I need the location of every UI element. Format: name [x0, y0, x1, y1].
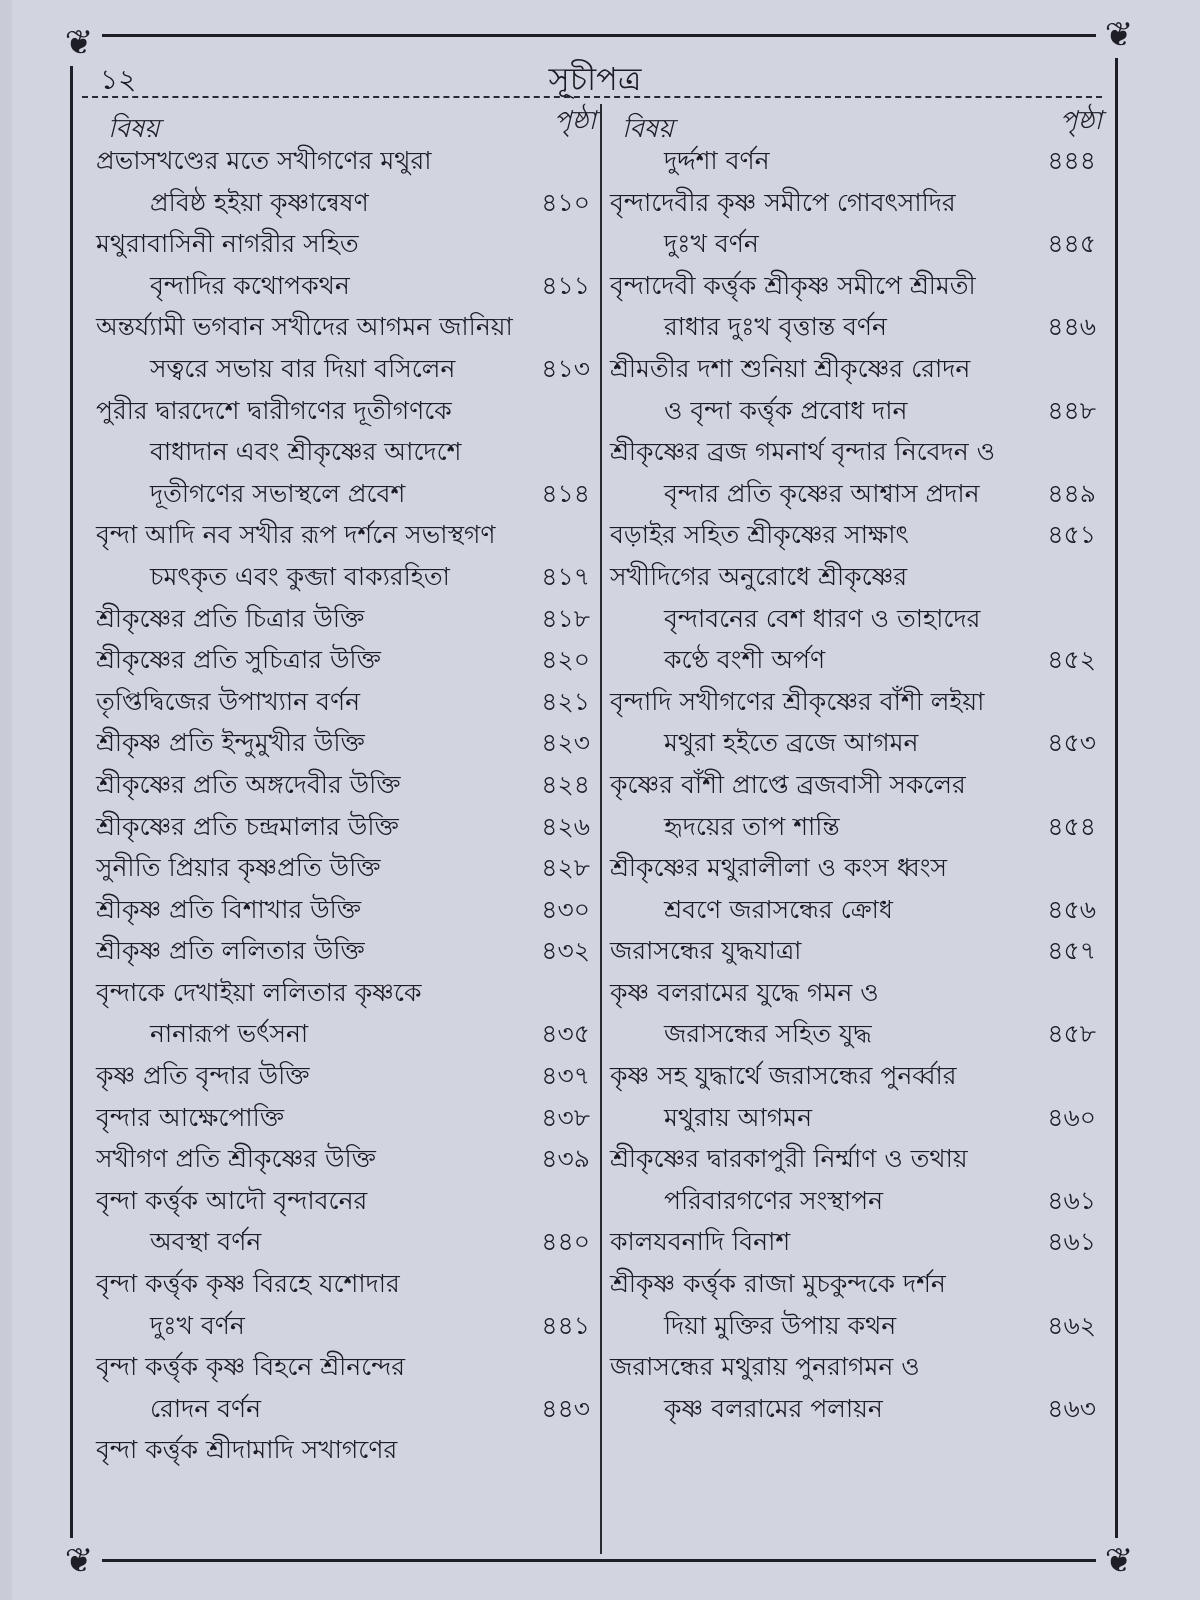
toc-entry [96, 223, 596, 265]
toc-entry-text: বৃন্দার প্রতি কৃষ্ণের আশ্বাস প্রদান [664, 478, 980, 508]
toc-entry-page: ৪১৮ [541, 603, 590, 633]
toc-entry-text: অবস্থা বর্ণন [150, 1227, 262, 1257]
toc-entry-text: বৃন্দাদির কথোপকথন [150, 270, 350, 300]
toc-entry-text: শ্রীকৃষ্ণের প্রতি সুচিত্রার উক্তি [96, 645, 381, 675]
toc-entry [610, 1180, 1102, 1222]
toc-entry [96, 598, 596, 640]
toc-entry [96, 1429, 596, 1471]
toc-entry [96, 265, 596, 307]
toc-entry-text: রোদন বর্ণন [150, 1393, 262, 1423]
toc-entry-page: ৪৩৭ [541, 1061, 590, 1091]
toc-entry [96, 1346, 596, 1388]
toc-entry-text: পুরীর দ্বারদেশে দ্বারীগণের দূতীগণকে [96, 395, 452, 425]
toc-entry-page: ৪৩০ [541, 894, 590, 924]
toc-entry [96, 473, 596, 515]
toc-entry [96, 140, 596, 182]
toc-entry [96, 681, 596, 723]
page-title: সূচীপত্র [548, 60, 642, 98]
toc-entry-page: ৪১৭ [541, 561, 590, 591]
toc-entry-text: শ্রীকৃষ্ণের মথুরালীলা ও কংস ধ্বংস [610, 853, 947, 883]
toc-entry [610, 556, 1102, 598]
toc-entry-text: শ্রীমতীর দশা শুনিয়া শ্রীকৃষ্ণের রোদন [610, 353, 971, 383]
toc-entry-text: বৃন্দা কর্ত্তৃক আদৌ বৃন্দাবনের [96, 1185, 368, 1215]
toc-entry-text: নানারূপ ভর্ৎসনা [150, 1019, 309, 1049]
toc-entry-page: ৪৪৫ [1047, 229, 1096, 259]
toc-entry-text: সখীদিগের অনুরোধে শ্রীকৃষ্ণের [610, 561, 908, 591]
toc-list-left [96, 140, 596, 1471]
toc-entry-page: ৪৪৮ [1047, 395, 1096, 425]
toc-column-left [96, 100, 596, 1550]
toc-entry [610, 972, 1102, 1014]
toc-entry [610, 1097, 1102, 1139]
toc-entry [610, 889, 1102, 931]
toc-entry-text: জরাসন্ধের যুদ্ধযাত্রা [610, 936, 802, 966]
toc-entry [610, 473, 1102, 515]
toc-entry-page: ৪১৪ [541, 478, 590, 508]
toc-entry-text: শ্রীকৃষ্ণের প্রতি চিত্রার উক্তি [96, 603, 365, 633]
toc-list-right [610, 140, 1102, 1429]
toc-entry [610, 348, 1102, 390]
toc-entry-page: ৪৫২ [1047, 645, 1096, 675]
toc-entry-page: ৪৪০ [541, 1227, 590, 1257]
toc-entry-text: দিয়া মুক্তির উপায় কথন [664, 1310, 897, 1340]
toc-entry [610, 722, 1102, 764]
toc-entry [610, 265, 1102, 307]
corner-ornament-icon: ❦ [1096, 1538, 1142, 1584]
toc-entry-text: কৃষ্ণ প্রতি বৃন্দার উক্তি [96, 1061, 310, 1091]
toc-entry-page: ৪২৮ [541, 853, 590, 883]
toc-entry-text: কৃষ্ণ বলরামের পলায়ন [664, 1393, 883, 1423]
toc-entry [610, 140, 1102, 182]
toc-entry-page: ৪৬১ [1047, 1185, 1096, 1215]
corner-ornament-icon: ❦ [56, 20, 102, 66]
toc-entry-text: চমৎকৃত এবং কুব্জা বাক্যরহিতা [150, 561, 450, 591]
toc-entry [610, 930, 1102, 972]
toc-entry [96, 1097, 596, 1139]
toc-entry-page: ৪৬১ [1047, 1227, 1096, 1257]
toc-entry [96, 1013, 596, 1055]
corner-ornament-icon: ❦ [1096, 12, 1142, 58]
toc-entry [96, 348, 596, 390]
corner-ornament-icon: ❦ [56, 1538, 102, 1584]
toc-entry-page: ৪৩৯ [541, 1144, 590, 1174]
toc-entry-text: বৃন্দা কর্ত্তৃক কৃষ্ণ বিরহে যশোদার [96, 1269, 400, 1299]
toc-entry-text: সত্বরে সভায় বার দিয়া বসিলেন [150, 353, 456, 383]
toc-entry [96, 431, 596, 473]
toc-entry [96, 1305, 596, 1347]
column-divider [600, 104, 602, 1554]
toc-entry-text: বৃন্দাদেবী কর্ত্তৃক শ্রীকৃষ্ণ সমীপে শ্রীমতী [610, 270, 976, 300]
toc-entry-text: বৃন্দার আক্ষেপোক্তি [96, 1102, 285, 1132]
toc-entry [96, 1055, 596, 1097]
toc-entry [610, 223, 1102, 265]
toc-entry [610, 306, 1102, 348]
toc-entry-page: ৪৫৪ [1047, 811, 1096, 841]
toc-entry-text: শ্রীকৃষ্ণের প্রতি অঙ্গদেবীর উক্তি [96, 769, 401, 799]
toc-entry-text: বৃন্দা কর্ত্তৃক কৃষ্ণ বিহনে শ্রীনন্দের [96, 1352, 406, 1382]
toc-entry-page: ৪৪৯ [1047, 478, 1096, 508]
toc-entry-text: হৃদয়ের তাপ শান্তি [664, 811, 840, 841]
toc-entry-text: সুনীতি প্রিয়ার কৃষ্ণপ্রতি উক্তি [96, 853, 381, 883]
toc-entry [96, 514, 596, 556]
toc-entry-text: প্রভাসখণ্ডের মতে সখীগণের মথুরা [96, 146, 432, 175]
page-heading: পৃষ্ঠা [1059, 106, 1102, 136]
toc-entry-page: ৪৩৮ [541, 1102, 590, 1132]
toc-entry [96, 1263, 596, 1305]
subject-heading: বিষয় [622, 114, 674, 144]
toc-entry [96, 306, 596, 348]
toc-entry-page: ৪৫৭ [1047, 936, 1096, 966]
toc-entry-text: দুঃখ বর্ণন [150, 1310, 245, 1340]
toc-entry-text: সখীগণ প্রতি শ্রীকৃষ্ণের উক্তি [96, 1144, 376, 1174]
toc-entry-text: কালযবনাদি বিনাশ [610, 1227, 791, 1257]
toc-entry [610, 1138, 1102, 1180]
column-header [96, 100, 596, 144]
toc-entry [610, 847, 1102, 889]
toc-entry-text: ও বৃন্দা কর্ত্তৃক প্রবোধ দান [664, 395, 908, 425]
toc-entry [610, 681, 1102, 723]
toc-entry-text: শ্রীকৃষ্ণের প্রতি চন্দ্রমালার উক্তি [96, 811, 399, 841]
book-page [12, 0, 1200, 1600]
toc-entry-text: শ্রীকৃষ্ণ প্রতি ললিতার উক্তি [96, 936, 365, 966]
toc-column-right [610, 100, 1102, 1550]
toc-entry-page: ৪৪৪ [1047, 146, 1096, 175]
toc-entry-page: ৪৬৩ [1047, 1393, 1096, 1423]
toc-entry-page: ৪২০ [541, 645, 590, 675]
toc-entry [610, 806, 1102, 848]
toc-entry [610, 764, 1102, 806]
toc-entry-page: ৪৫৮ [1047, 1019, 1096, 1049]
toc-entry-text: শ্রবণে জরাসন্ধের ক্রোধ [664, 894, 893, 924]
toc-entry-page: ৪১১ [541, 270, 590, 300]
toc-entry-page: ৪৩৫ [541, 1019, 590, 1049]
toc-entry-text: শ্রীকৃষ্ণ কর্ত্তৃক রাজা মুচকুন্দকে দর্শন [610, 1269, 946, 1299]
toc-entry-text: বাধাদান এবং শ্রীকৃষ্ণের আদেশে [150, 437, 462, 467]
toc-entry-text: বৃন্দা আদি নব সখীর রূপ দর্শনে সভাস্থগণ [96, 520, 496, 550]
toc-entry-text: কৃষ্ণের বাঁশী প্রাপ্তে ব্রজবাসী সকলের [610, 769, 966, 799]
toc-entry-text: শ্রীকৃষ্ণের ব্রজ গমনার্থ বৃন্দার নিবেদন ও [610, 437, 995, 467]
toc-entry-page: ৪২১ [541, 686, 590, 716]
toc-entry-text: দুঃখ বর্ণন [664, 229, 759, 259]
page-header [90, 48, 1100, 98]
toc-entry [96, 390, 596, 432]
toc-entry-page: ৪৬০ [1047, 1102, 1096, 1132]
toc-entry [96, 1388, 596, 1430]
toc-entry-text: বৃন্দাদি সখীগণের শ্রীকৃষ্ণের বাঁশী লইয়া [610, 686, 985, 716]
toc-entry [96, 847, 596, 889]
toc-entry-text: জরাসন্ধের সহিত যুদ্ধ [664, 1019, 872, 1049]
toc-entry [96, 639, 596, 681]
page-heading: পৃষ্ঠা [553, 106, 596, 136]
subject-heading: বিষয় [108, 114, 160, 144]
toc-entry [96, 972, 596, 1014]
toc-entry [96, 722, 596, 764]
page-number: ১২ [100, 63, 137, 96]
toc-entry-page: ৪৬২ [1047, 1310, 1096, 1340]
toc-entry-text: শ্রীকৃষ্ণ প্রতি বিশাখার উক্তি [96, 894, 362, 924]
header-divider [82, 96, 1102, 98]
toc-entry-page: ৪৩২ [541, 936, 590, 966]
toc-entry-text: মথুরাবাসিনী নাগরীর সহিত [96, 229, 359, 259]
toc-entry [96, 1221, 596, 1263]
toc-entry [610, 598, 1102, 640]
toc-entry-text: তৃপ্তিদ্বিজের উপাখ্যান বর্ণন [96, 686, 361, 716]
toc-entry [96, 889, 596, 931]
toc-entry-text: বৃন্দাদেবীর কৃষ্ণ সমীপে গোবৎসাদির [610, 187, 956, 217]
toc-entry [610, 1263, 1102, 1305]
toc-entry-page: ৪৫১ [1047, 520, 1096, 550]
toc-entry-text: দুর্দ্দশা বর্ণন [664, 146, 770, 175]
toc-entry [610, 390, 1102, 432]
toc-entry-text: শ্রীকৃষ্ণের দ্বারকাপুরী নির্ম্মাণ ও তথায় [610, 1144, 968, 1174]
toc-entry-text: বৃন্দাবনের বেশ ধারণ ও তাহাদের [664, 603, 981, 633]
toc-entry [610, 639, 1102, 681]
toc-entry [610, 514, 1102, 556]
toc-entry-text: শ্রীকৃষ্ণ প্রতি ইন্দুমুখীর উক্তি [96, 728, 365, 758]
column-header [610, 100, 1102, 144]
toc-entry-page: ৪১৩ [541, 353, 590, 383]
toc-entry-text: মথুরায় আগমন [664, 1102, 813, 1132]
toc-entry [96, 1180, 596, 1222]
toc-entry-page: ৪৪৩ [541, 1393, 590, 1423]
toc-entry [96, 930, 596, 972]
toc-entry-text: কৃষ্ণ সহ যুদ্ধার্থে জরাসন্ধের পুনর্ব্বার [610, 1061, 957, 1091]
toc-entry-page: ৪৫৩ [1047, 728, 1096, 758]
toc-entry-text: রাধার দুঃখ বৃত্তান্ত বর্ণন [664, 312, 887, 342]
toc-entry-text: অন্তর্য্যামী ভগবান সখীদের আগমন জানিয়া [96, 312, 513, 342]
toc-entry-page: ৪৪৬ [1047, 312, 1096, 342]
toc-entry [96, 556, 596, 598]
toc-entry-text: প্রবিষ্ঠ হইয়া কৃষ্ণান্বেষণ [150, 187, 369, 217]
toc-entry [96, 806, 596, 848]
toc-entry [610, 1305, 1102, 1347]
toc-entry [610, 1055, 1102, 1097]
toc-entry [96, 1138, 596, 1180]
toc-entry-text: কৃষ্ণ বলরামের যুদ্ধে গমন ও [610, 977, 879, 1007]
toc-entry-page: ৪২৩ [541, 728, 590, 758]
toc-entry-text: বৃন্দাকে দেখাইয়া ললিতার কৃষ্ণকে [96, 977, 422, 1007]
toc-entry [610, 1388, 1102, 1430]
toc-entry-page: ৪৫৬ [1047, 894, 1096, 924]
toc-entry-text: বৃন্দা কর্ত্তৃক শ্রীদামাদি সখাগণের [96, 1435, 398, 1465]
toc-entry [96, 764, 596, 806]
toc-entry [610, 1346, 1102, 1388]
toc-entry-page: ৪১০ [541, 187, 590, 217]
toc-entry-page: ৪৪১ [541, 1310, 590, 1340]
toc-entry-text: পরিবারগণের সংস্থাপন [664, 1185, 884, 1215]
toc-entry-page: ৪২৬ [541, 811, 590, 841]
toc-entry-text: জরাসন্ধের মথুরায় পুনরাগমন ও [610, 1352, 920, 1382]
toc-entry [610, 1221, 1102, 1263]
toc-entry [610, 1013, 1102, 1055]
toc-entry [96, 182, 596, 224]
toc-entry-text: মথুরা হইতে ব্রজে আগমন [664, 728, 919, 758]
toc-entry-text: বড়াইর সহিত শ্রীকৃষ্ণের সাক্ষাৎ [610, 520, 909, 550]
toc-entry-page: ৪২৪ [541, 769, 590, 799]
toc-entry-text: দূতীগণের সভাস্থলে প্রবেশ [150, 478, 406, 508]
toc-entry [610, 431, 1102, 473]
toc-entry [610, 182, 1102, 224]
toc-entry-text: কণ্ঠে বংশী অর্পণ [664, 645, 826, 675]
